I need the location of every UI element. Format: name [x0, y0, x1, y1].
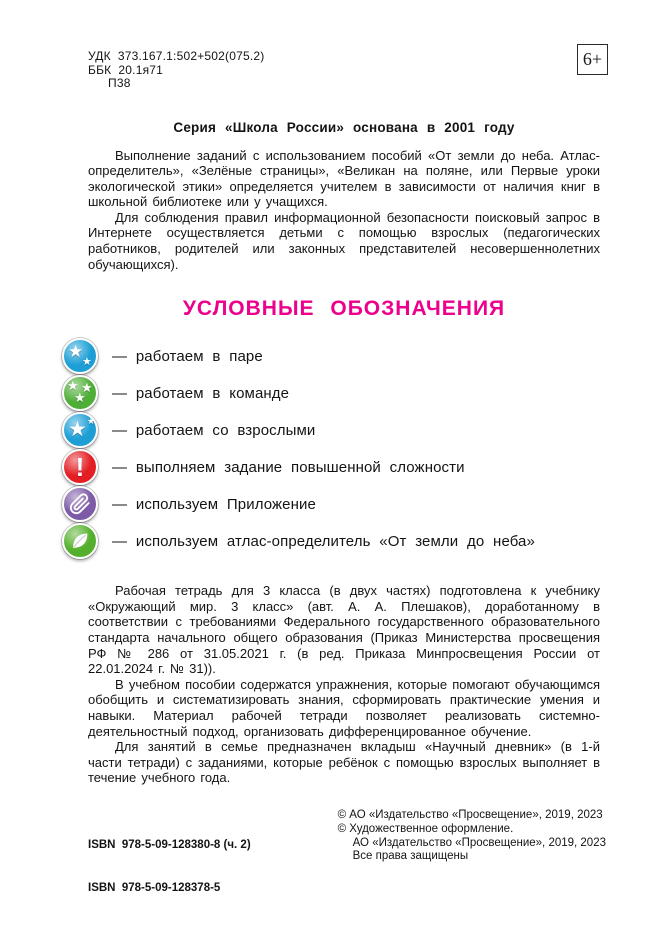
legend-list: [62, 338, 600, 559]
classification-codes: [88, 50, 264, 91]
legend-label: — используем Приложение: [112, 495, 316, 513]
udk-line: УДК 373.167.1:502+502(075.2): [88, 49, 265, 63]
legend-row-appendix: [62, 486, 600, 522]
intro-paragraph-1: Выполнение заданий с использованием пособий «От земли до неба. Атлас-определитель», «Зелёные страницы», «Великан на поляне, или Первые уроки экологической этики» определяется учителем в зависимости от наличия книг в школьной библиотеке или у учащихся.: [88, 147, 600, 210]
star-icon: ★: [81, 381, 93, 397]
legend-label: — работаем со взрослыми: [112, 421, 316, 439]
legend-row-atlas: [62, 523, 600, 559]
exclamation-icon: !: [75, 451, 85, 482]
star-icon: ★: [67, 379, 79, 395]
legend-label: — выполняем задание повышенной сложности: [112, 458, 465, 476]
appendix-icon: [62, 486, 98, 522]
star-icon: ★: [68, 342, 84, 363]
series-line: Серия «Школа России» основана в 2001 году: [173, 119, 515, 135]
top-row: [88, 49, 603, 91]
leaf-icon: [69, 530, 91, 552]
copyright-line-4: Все права защищены: [352, 850, 469, 863]
book-code-line: П38: [108, 76, 131, 90]
age-rating-badge: 6+: [577, 44, 608, 75]
legend-title: УСЛОВНЫЕ ОБОЗНАЧЕНИЯ: [182, 297, 506, 321]
copyright-line-3: АО «Издательство «Просвещение», 2019, 2023: [352, 836, 606, 849]
body-paragraph-1: Рабочая тетрадь для 3 класса (в двух частях) подготовлена к учебнику «Окружающий мир. 3 класс» (авт. А. А. Плешаков), доработанному в соответствии с требованиями Федерального государственного образовательного стандарта начального общего образования (Приказ Министерства просвещения РФ № 286 от 31.05.2021 г. (в ред. Приказа Минпросвещения России от 22.01.2024 г. № 31)).: [88, 583, 600, 677]
hard-task-icon: [62, 449, 98, 485]
star-icon: ★: [68, 417, 87, 442]
legend-row-pair: [62, 338, 600, 374]
copyright-line-1: © АО «Издательство «Просвещение», 2019, 2023: [337, 808, 603, 821]
pair-work-icon: [62, 338, 98, 374]
leaf-icon: [62, 523, 98, 559]
legend-label: — используем атлас-определитель «От земли до неба»: [112, 532, 535, 550]
description-block: [88, 583, 600, 786]
team-work-icon: [62, 375, 98, 411]
copyright-block: [338, 809, 606, 864]
intro-paragraph-2: Для соблюдения правил информационной безопасности поисковый запрос в Интернете осуществляется детьми с помощью взрослых (педагогических работников, родителей или законных представителей несовершеннолетних обучающихся).: [88, 209, 600, 272]
isbn-line-2: ISBN 978-5-09-128378-5: [88, 882, 221, 895]
isbn-line-1: ISBN 978-5-09-128380-8 (ч. 2): [88, 838, 251, 851]
star-icon: ★: [87, 417, 96, 428]
legend-label: — работаем в паре: [112, 347, 263, 365]
copyright-line-2: © Художественное оформление.: [337, 822, 514, 835]
isbn-block: [88, 809, 251, 925]
legend-row-hard-task: [62, 449, 600, 485]
legend-row-adults: [62, 412, 600, 448]
star-icon: ★: [74, 391, 86, 407]
paperclip-icon: [69, 493, 91, 515]
adults-work-icon: [62, 412, 98, 448]
bbk-line: ББК 20.1я71: [88, 62, 164, 77]
body-paragraph-3: Для занятий в семье предназначен вкладыш «Научный дневник» (в 1-й части тетради) с заданиями, которые ребёнок с помощью взрослых выполняет в течение учебного года.: [88, 739, 600, 786]
star-icon: ★: [82, 355, 92, 369]
legend-row-team: [62, 375, 600, 411]
legend-label: — работаем в команде: [112, 384, 290, 402]
footer: [88, 808, 606, 925]
body-paragraph-2: В учебном пособии содержатся упражнения, которые помогают обучающимся обобщить и систематизировать знания, сформировать практические умения и навыки. Материал рабочей тетради позволяет реализовать системно-деятельностный подход, организовать дифференцированное обучение.: [88, 676, 600, 739]
